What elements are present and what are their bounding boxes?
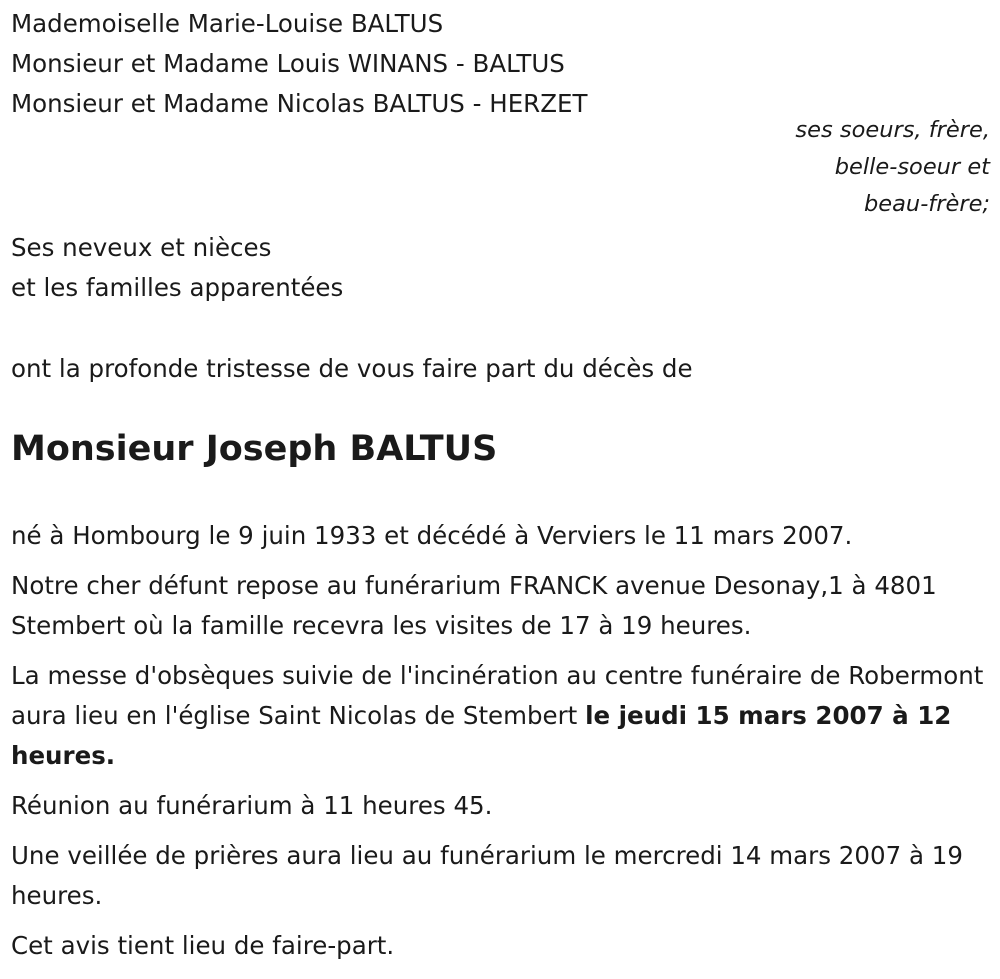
relation-line-1: ses soeurs, frère, — [795, 117, 990, 143]
relatives-line-2: et les familles apparentées — [11, 273, 344, 302]
relatives-line-1: Ses neveux et nièces — [11, 233, 272, 262]
mass-text: La messe d'obsèques suivie de l'incinération au centre funéraire de Robermont aura lieu en l'église Saint Nicolas de Stembert — [11, 661, 984, 730]
family-line-3: Monsieur et Madame Nicolas BALTUS - HERZET — [11, 89, 588, 118]
notice-paragraph: Cet avis tient lieu de faire-part. — [11, 931, 395, 960]
relation-line-3: beau-frère; — [864, 191, 990, 217]
vigil-paragraph: Une veillée de prières aura lieu au funérarium le mercredi 14 mars 2007 à 19 heures. — [11, 841, 963, 910]
birth-death-paragraph: né à Hombourg le 9 juin 1933 et décédé à Verviers le 11 mars 2007. — [11, 521, 853, 550]
deceased-name: Monsieur Joseph BALTUS — [11, 429, 498, 469]
family-block — [11, 4, 991, 124]
mass-date-bold: le jeudi 15 mars 2007 à 12 heures. — [11, 701, 952, 770]
details-block — [11, 516, 986, 976]
family-line-2: Monsieur et Madame Louis WINANS - BALTUS — [11, 49, 565, 78]
relation-block — [795, 112, 990, 223]
meeting-paragraph: Réunion au funérarium à 11 heures 45. — [11, 791, 493, 820]
announcement-text: ont la profonde tristesse de vous faire part du décès de — [11, 354, 693, 383]
mass-paragraph — [11, 656, 986, 776]
relatives-block — [11, 228, 343, 308]
family-line-1: Mademoiselle Marie-Louise BALTUS — [11, 9, 444, 38]
rest-paragraph: Notre cher défunt repose au funérarium FRANCK avenue Desonay,1 à 4801 Stembert où la famille recevra les visites de 17 à 19 heures. — [11, 571, 937, 640]
relation-line-2: belle-soeur et — [834, 154, 990, 180]
